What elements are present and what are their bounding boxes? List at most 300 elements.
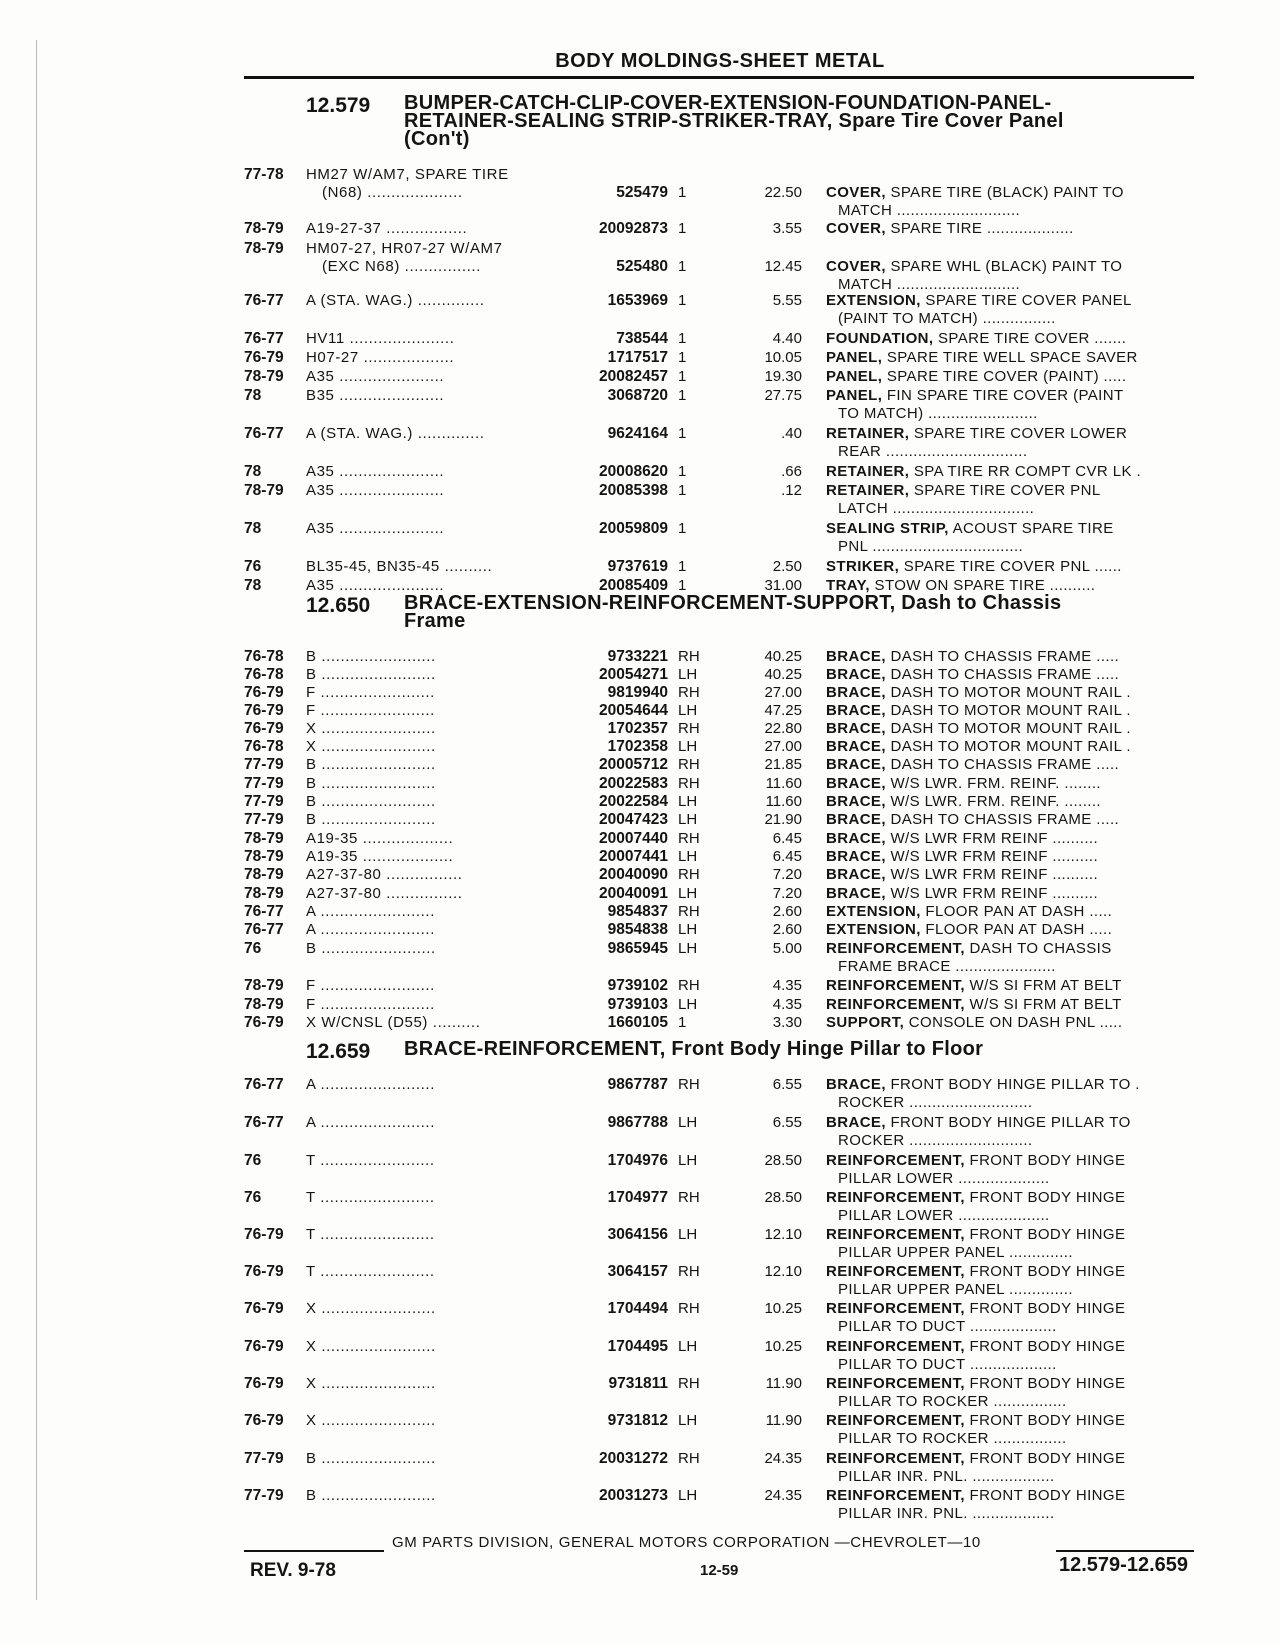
application: A (STA. WAG.) .............. — [306, 425, 485, 442]
part-number: 9624164 — [607, 425, 668, 442]
description — [826, 830, 1196, 847]
description-keyword: BRACE, — [826, 666, 886, 683]
model-years: 76-77 — [244, 330, 284, 347]
price: 3.30 — [772, 1014, 802, 1031]
application: X ........................ — [306, 720, 436, 737]
application: A35 ...................... — [306, 520, 445, 537]
application: A19-27-37 ................. — [306, 220, 468, 237]
price: 10.25 — [764, 1338, 802, 1355]
price: 6.55 — [772, 1076, 802, 1093]
description — [826, 977, 1196, 994]
description — [826, 1226, 1196, 1243]
part-number: 20005712 — [599, 756, 668, 773]
price: 11.60 — [765, 775, 802, 792]
part-number: 3064156 — [607, 1226, 668, 1243]
application: A19-35 ................... — [306, 848, 454, 865]
description-text: FRONT BODY HINGE — [964, 1338, 1126, 1355]
description-text: W/S LWR FRM REINF .......... — [885, 866, 1099, 883]
model-years: 76-77 — [244, 1076, 284, 1093]
model-years: 76-79 — [244, 1263, 284, 1280]
price: 27.75 — [764, 387, 802, 404]
quantity: RH — [678, 756, 700, 773]
application: F ........................ — [306, 684, 435, 701]
application: A (STA. WAG.) .............. — [306, 292, 485, 309]
description-keyword: BRACE, — [826, 720, 886, 737]
section-number: 12.659 — [306, 1040, 371, 1063]
model-years: 76-79 — [244, 684, 284, 701]
description-keyword: COVER, — [826, 258, 886, 275]
description-text: FRONT BODY HINGE — [964, 1226, 1126, 1243]
model-years: 77-79 — [244, 793, 284, 810]
price: .12 — [781, 482, 802, 499]
description-keyword: BRACE, — [826, 756, 886, 773]
parts-row — [240, 482, 1200, 520]
model-years: 77-79 — [244, 1450, 284, 1467]
description-keyword: REINFORCEMENT, — [826, 1338, 965, 1355]
application: F ........................ — [306, 977, 435, 994]
footer-publisher: GM PARTS DIVISION, GENERAL MOTORS CORPORATION —CHEVROLET—10 — [392, 1534, 981, 1551]
description-cont: PILLAR UPPER PANEL .............. — [838, 1244, 1073, 1261]
description-text: DASH TO CHASSIS — [964, 940, 1112, 957]
part-number: 20082457 — [599, 368, 668, 385]
model-years: 76 — [244, 558, 262, 575]
price: 12.10 — [764, 1226, 802, 1243]
quantity: LH — [678, 848, 698, 865]
section-title-line: BRACE-EXTENSION-REINFORCEMENT-SUPPORT, Dash to Chassis — [404, 592, 1062, 614]
description-text: FRONT BODY HINGE — [964, 1263, 1126, 1280]
application: B ........................ — [306, 1487, 436, 1504]
application: B ........................ — [306, 811, 436, 828]
quantity: RH — [678, 775, 700, 792]
model-years: 77-79 — [244, 756, 284, 773]
application: A ........................ — [306, 903, 435, 920]
description-keyword: REINFORCEMENT, — [826, 996, 965, 1013]
application: HM07-27, HR07-27 W/AM7 — [306, 240, 503, 257]
quantity: LH — [678, 793, 698, 810]
quantity: LH — [678, 1487, 698, 1504]
description — [826, 1076, 1196, 1093]
application: A ........................ — [306, 1114, 435, 1131]
part-number: 9739103 — [607, 996, 668, 1013]
parts-row — [240, 425, 1200, 463]
section-title-line: Frame — [404, 610, 466, 632]
description-text: SPARE TIRE (BLACK) PAINT TO — [885, 184, 1124, 201]
parts-row — [240, 1412, 1200, 1450]
price: 24.35 — [764, 1450, 802, 1467]
price: 4.35 — [772, 977, 802, 994]
parts-row — [240, 166, 1200, 219]
description-keyword: RETAINER, — [826, 482, 910, 499]
description-text: DASH TO CHASSIS FRAME ..... — [885, 811, 1120, 828]
price: .66 — [781, 463, 802, 480]
application: B ........................ — [306, 775, 436, 792]
description-text: STOW ON SPARE TIRE .......... — [869, 577, 1096, 594]
description — [826, 184, 1196, 201]
description-keyword: BRACE, — [826, 648, 886, 665]
model-years: 76-78 — [244, 666, 284, 683]
description-text: FRONT BODY HINGE — [964, 1412, 1126, 1429]
description — [826, 1412, 1196, 1429]
description-cont: PILLAR TO DUCT ................... — [838, 1318, 1057, 1335]
part-number: 20022584 — [599, 793, 668, 810]
description-keyword: BRACE, — [826, 702, 886, 719]
quantity: 1 — [678, 387, 687, 404]
price: 11.90 — [765, 1412, 802, 1429]
description — [826, 1114, 1196, 1131]
part-number: 20085398 — [599, 482, 668, 499]
model-years: 77-79 — [244, 811, 284, 828]
quantity: 1 — [678, 463, 687, 480]
price: 5.55 — [772, 292, 802, 309]
parts-row — [240, 1152, 1200, 1190]
section-number: 12.650 — [306, 594, 371, 617]
description-cont: REAR ............................... — [838, 443, 1028, 460]
model-years: 76-79 — [244, 1300, 284, 1317]
description — [826, 684, 1196, 701]
part-number: 20040090 — [599, 866, 668, 883]
parts-row — [240, 1226, 1200, 1264]
description-cont: FRAME BRACE ...................... — [838, 958, 1056, 975]
price: 6.45 — [772, 848, 802, 865]
description — [826, 1300, 1196, 1317]
parts-row — [240, 577, 1200, 615]
application: X W/CNSL (D55) .......... — [306, 1014, 481, 1031]
description-text: SPARE WHL (BLACK) PAINT TO — [885, 258, 1123, 275]
application: B ........................ — [306, 648, 436, 665]
quantity: RH — [678, 977, 700, 994]
model-years: 78 — [244, 577, 262, 594]
description-cont: PILLAR TO ROCKER ................ — [838, 1393, 1067, 1410]
description — [826, 463, 1196, 480]
description-keyword: PANEL, — [826, 368, 883, 385]
description-text: FLOOR PAN AT DASH ..... — [920, 903, 1113, 920]
description-text: SPARE TIRE COVER PANEL — [920, 292, 1132, 309]
parts-row — [240, 1189, 1200, 1227]
description-text: W/S LWR FRM REINF .......... — [885, 885, 1099, 902]
description — [826, 1152, 1196, 1169]
price: 4.35 — [772, 996, 802, 1013]
quantity: 1 — [678, 368, 687, 385]
description-keyword: BRACE, — [826, 848, 886, 865]
quantity: RH — [678, 830, 700, 847]
description-cont: PILLAR INR. PNL. .................. — [838, 1468, 1055, 1485]
model-years: 76-79 — [244, 720, 284, 737]
application: A35 ...................... — [306, 482, 445, 499]
parts-row — [240, 387, 1200, 425]
quantity: RH — [678, 1263, 700, 1280]
description-keyword: BRACE, — [826, 1076, 886, 1093]
part-number: 20047423 — [599, 811, 668, 828]
price: 27.00 — [764, 738, 802, 755]
application: A19-35 ................... — [306, 830, 454, 847]
header-rule — [244, 76, 1194, 79]
price: 31.00 — [764, 577, 802, 594]
quantity: RH — [678, 1375, 700, 1392]
description-keyword: RETAINER, — [826, 463, 910, 480]
quantity: 1 — [678, 1014, 687, 1031]
model-years: 76-79 — [244, 1338, 284, 1355]
application: A35 ...................... — [306, 577, 445, 594]
parts-row — [240, 1014, 1200, 1052]
model-years: 76 — [244, 1189, 262, 1206]
description — [826, 666, 1196, 683]
quantity: 1 — [678, 558, 687, 575]
description — [826, 811, 1196, 828]
description-text: SPARE TIRE WELL SPACE SAVER — [882, 349, 1138, 366]
price: 12.45 — [764, 258, 802, 275]
model-years: 76-78 — [244, 738, 284, 755]
price: 10.25 — [764, 1300, 802, 1317]
parts-row — [240, 1076, 1200, 1114]
parts-row — [240, 940, 1200, 978]
application: F ........................ — [306, 996, 435, 1013]
description-text: FLOOR PAN AT DASH ..... — [920, 921, 1113, 938]
model-years: 76-79 — [244, 1014, 284, 1031]
description-text: SPARE TIRE COVER ....... — [933, 330, 1127, 347]
quantity: RH — [678, 903, 700, 920]
description-text: FRONT BODY HINGE — [964, 1375, 1126, 1392]
quantity: LH — [678, 885, 698, 902]
description-cont: (PAINT TO MATCH) ................ — [838, 310, 1056, 327]
description-cont: PILLAR TO ROCKER ................ — [838, 1430, 1067, 1447]
part-number: 20007440 — [599, 830, 668, 847]
model-years: 76-77 — [244, 292, 284, 309]
application: X ........................ — [306, 1300, 436, 1317]
description-text: SPARE TIRE COVER PNL ...... — [899, 558, 1122, 575]
application: BL35-45, BN35-45 .......... — [306, 558, 493, 575]
description-keyword: REINFORCEMENT, — [826, 1300, 965, 1317]
application: T ........................ — [306, 1263, 435, 1280]
price: 12.10 — [764, 1263, 802, 1280]
price: 11.60 — [765, 793, 802, 810]
description-text: SPA TIRE RR COMPT CVR LK . — [909, 463, 1142, 480]
description — [826, 903, 1196, 920]
model-years: 78-79 — [244, 885, 284, 902]
model-years: 78-79 — [244, 977, 284, 994]
application-cont: (EXC N68) ................ — [322, 258, 481, 275]
model-years: 78 — [244, 463, 262, 480]
application-cont: (N68) .................... — [322, 184, 463, 201]
description-text: CONSOLE ON DASH PNL ..... — [904, 1014, 1123, 1031]
part-number: 9731812 — [607, 1412, 668, 1429]
model-years: 76-77 — [244, 903, 284, 920]
application: H07-27 ................... — [306, 349, 455, 366]
description-keyword: EXTENSION, — [826, 921, 921, 938]
part-number: 1704494 — [607, 1300, 668, 1317]
quantity: 1 — [678, 258, 687, 275]
quantity: 1 — [678, 577, 687, 594]
section-title-line: BUMPER-CATCH-CLIP-COVER-EXTENSION-FOUNDATION-PANEL- — [404, 92, 1052, 114]
description — [826, 558, 1196, 575]
description-text: W/S SI FRM AT BELT — [964, 977, 1122, 994]
price: 28.50 — [764, 1189, 802, 1206]
parts-row — [240, 1487, 1200, 1525]
description-text: DASH TO CHASSIS FRAME ..... — [885, 666, 1120, 683]
parts-row — [240, 1375, 1200, 1413]
application: X ........................ — [306, 1375, 436, 1392]
quantity: LH — [678, 1338, 698, 1355]
part-number: 9867788 — [607, 1114, 668, 1131]
model-years: 76 — [244, 940, 262, 957]
model-years: 76-77 — [244, 1114, 284, 1131]
model-years: 77-79 — [244, 1487, 284, 1504]
description — [826, 1487, 1196, 1504]
description-keyword: SUPPORT, — [826, 1014, 905, 1031]
part-number: 9819940 — [607, 684, 668, 701]
description-cont: PILLAR INR. PNL. .................. — [838, 1505, 1055, 1522]
description — [826, 720, 1196, 737]
model-years: 76-77 — [244, 425, 284, 442]
application: A ........................ — [306, 1076, 435, 1093]
part-number: 525479 — [616, 184, 668, 201]
application: X ........................ — [306, 1338, 436, 1355]
description-text: FRONT BODY HINGE — [964, 1152, 1126, 1169]
model-years: 78-79 — [244, 866, 284, 883]
quantity: RH — [678, 1450, 700, 1467]
part-number: 1660105 — [607, 1014, 668, 1031]
description — [826, 848, 1196, 865]
part-number: 525480 — [616, 258, 668, 275]
parts-row — [240, 1300, 1200, 1338]
quantity: 1 — [678, 349, 687, 366]
part-number: 20031272 — [599, 1450, 668, 1467]
part-number: 20008620 — [599, 463, 668, 480]
description-keyword: REINFORCEMENT, — [826, 1189, 965, 1206]
quantity: 1 — [678, 482, 687, 499]
model-years: 76-79 — [244, 1412, 284, 1429]
quantity: RH — [678, 1189, 700, 1206]
quantity: 1 — [678, 220, 687, 237]
application: T ........................ — [306, 1152, 435, 1169]
application: X ........................ — [306, 738, 436, 755]
description — [826, 756, 1196, 773]
section-title-line: RETAINER-SEALING STRIP-STRIKER-TRAY, Spare Tire Cover Panel — [404, 110, 1064, 132]
quantity: LH — [678, 921, 698, 938]
model-years: 76-78 — [244, 648, 284, 665]
quantity: LH — [678, 738, 698, 755]
part-number: 20040091 — [599, 885, 668, 902]
model-years: 76 — [244, 1152, 262, 1169]
price: 40.25 — [764, 666, 802, 683]
application: B35 ...................... — [306, 387, 445, 404]
description — [826, 775, 1196, 792]
description — [826, 866, 1196, 883]
description — [826, 425, 1196, 442]
price: 3.55 — [772, 220, 802, 237]
quantity: RH — [678, 1076, 700, 1093]
part-number: 1704977 — [607, 1189, 668, 1206]
part-number: 3064157 — [607, 1263, 668, 1280]
part-number: 1702358 — [607, 738, 668, 755]
footer-revision: REV. 9-78 — [250, 1560, 336, 1581]
footer-section-range: 12.579-12.659 — [1058, 1554, 1188, 1576]
parts-row — [240, 1263, 1200, 1301]
application: T ........................ — [306, 1226, 435, 1243]
section-title-line: (Con't) — [404, 128, 470, 150]
model-years: 78-79 — [244, 830, 284, 847]
parts-row — [240, 1450, 1200, 1488]
price: 22.50 — [764, 184, 802, 201]
quantity: LH — [678, 1152, 698, 1169]
description-text: ACOUST SPARE TIRE — [948, 520, 1114, 537]
parts-row — [240, 1114, 1200, 1152]
description-text: W/S LWR. FRM. REINF. ........ — [885, 775, 1101, 792]
price: 2.60 — [772, 921, 802, 938]
part-number: 9854838 — [607, 921, 668, 938]
description-cont: PILLAR LOWER .................... — [838, 1207, 1050, 1224]
description-keyword: REINFORCEMENT, — [826, 1152, 965, 1169]
application: F ........................ — [306, 702, 435, 719]
part-number: 1717517 — [607, 349, 668, 366]
description-keyword: COVER, — [826, 184, 886, 201]
description — [826, 349, 1196, 366]
description-cont: LATCH ............................... — [838, 500, 1035, 517]
description-cont: PILLAR UPPER PANEL .............. — [838, 1281, 1073, 1298]
description-keyword: BRACE, — [826, 885, 886, 902]
description-keyword: BRACE, — [826, 775, 886, 792]
description-cont: MATCH ........................... — [838, 276, 1021, 293]
price: 10.05 — [764, 349, 802, 366]
description — [826, 577, 1196, 594]
quantity: LH — [678, 1114, 698, 1131]
description-keyword: RETAINER, — [826, 425, 910, 442]
price: 24.35 — [764, 1487, 802, 1504]
description-keyword: REINFORCEMENT, — [826, 1263, 965, 1280]
description-keyword: COVER, — [826, 220, 886, 237]
model-years: 77-79 — [244, 775, 284, 792]
section-heading-12-579 — [306, 94, 1186, 148]
part-number: 9733221 — [607, 648, 668, 665]
quantity: 1 — [678, 184, 687, 201]
description — [826, 482, 1196, 499]
description-text: SPARE TIRE ................... — [885, 220, 1074, 237]
part-number: 20031273 — [599, 1487, 668, 1504]
price: 5.00 — [772, 940, 802, 957]
part-number: 9731811 — [608, 1375, 668, 1392]
quantity: LH — [678, 1412, 698, 1429]
part-number: 20054271 — [599, 666, 668, 683]
model-years: 76-79 — [244, 349, 284, 366]
part-number: 20059809 — [599, 520, 668, 537]
description-text: W/S LWR FRM REINF .......... — [885, 848, 1099, 865]
scan-edge-mark — [36, 40, 37, 1600]
application: B ........................ — [306, 666, 436, 683]
description — [826, 368, 1196, 385]
description — [826, 330, 1196, 347]
description-keyword: REINFORCEMENT, — [826, 977, 965, 994]
description — [826, 520, 1196, 537]
description — [826, 1375, 1196, 1392]
description-text: SPARE TIRE COVER (PAINT) ..... — [882, 368, 1127, 385]
model-years: 76-77 — [244, 921, 284, 938]
part-number: 1702357 — [607, 720, 668, 737]
description-text: FRONT BODY HINGE PILLAR TO . — [885, 1076, 1140, 1093]
price: 21.90 — [764, 811, 802, 828]
quantity: LH — [678, 666, 698, 683]
part-number: 1704495 — [607, 1338, 668, 1355]
description-cont: PNL ................................. — [838, 538, 1024, 555]
description-text: DASH TO CHASSIS FRAME ..... — [885, 756, 1120, 773]
footer-rule-right — [1056, 1550, 1194, 1552]
application: A35 ...................... — [306, 463, 445, 480]
description-keyword: REINFORCEMENT, — [826, 1487, 965, 1504]
page-header-title: BODY MOLDINGS-SHEET METAL — [555, 50, 885, 72]
description-keyword: REINFORCEMENT, — [826, 940, 965, 957]
description — [826, 1014, 1196, 1031]
quantity: LH — [678, 1226, 698, 1243]
quantity: LH — [678, 996, 698, 1013]
description-text: DASH TO MOTOR MOUNT RAIL . — [885, 684, 1131, 701]
